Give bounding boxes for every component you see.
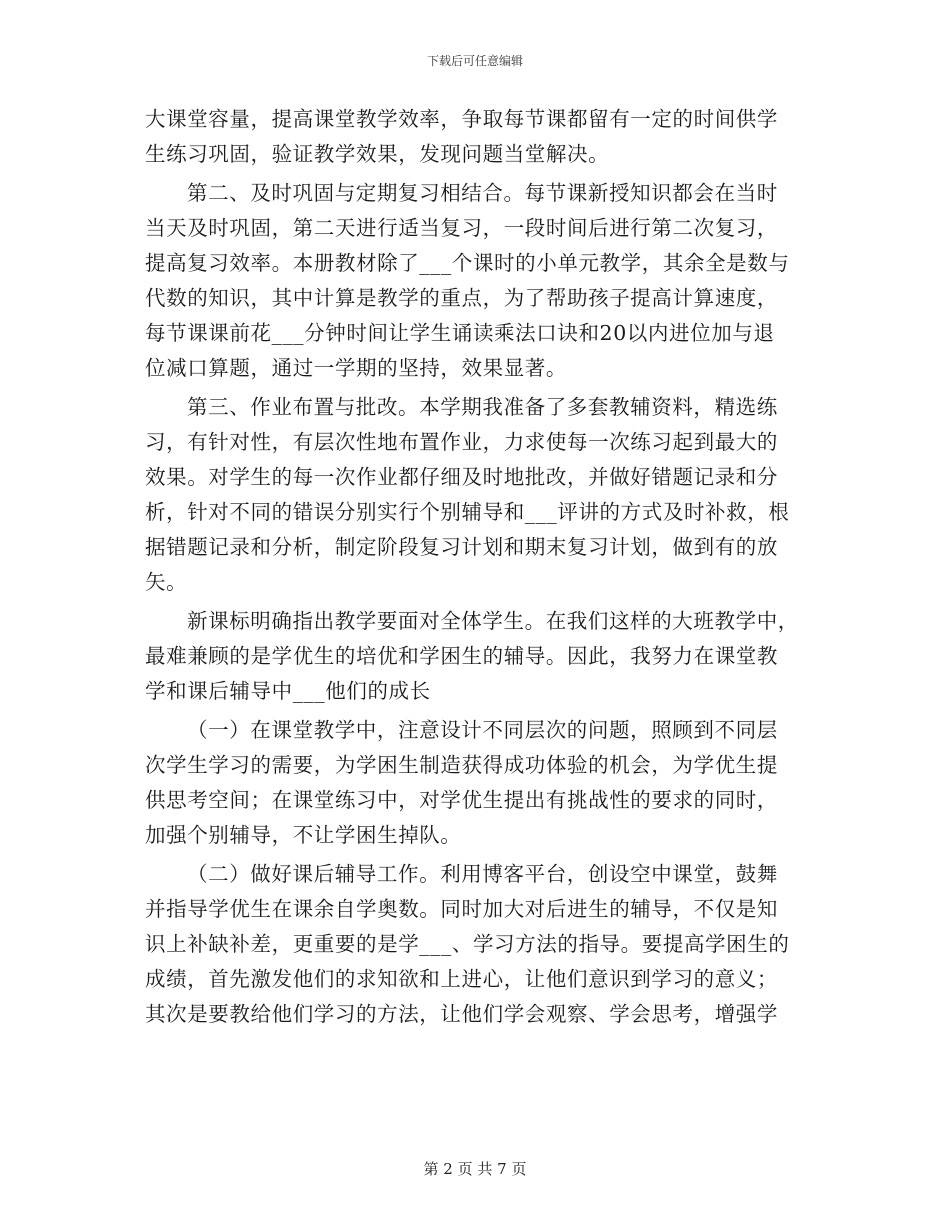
text-line: 据错题记录和分析，制定阶段复习计划和期末复习计划，做到有的放	[145, 535, 778, 559]
paragraph-1	[145, 102, 810, 172]
text-line: 矢。	[145, 570, 188, 594]
text-line: 新课标明确指出教学要面对全体学生。在我们这样的大班教学中，	[187, 609, 799, 633]
text-line: 识上补缺补差，更重要的是学___、学习方法的指导。要提高学困生的	[145, 932, 790, 956]
text-line: 供思考空间；在课堂练习中，对学优生提出有挑战性的要求的同时，	[145, 788, 778, 812]
text-line: 提高复习效率。本册教材除了___个课时的小单元教学，其余全是数与	[145, 251, 790, 275]
page-footer: 第 2 页 共 7 页	[423, 1160, 527, 1178]
paragraph-5	[145, 713, 810, 853]
paragraph-3	[145, 390, 810, 600]
text-line: 次学生学习的需要，为学困生制造获得成功体验的机会，为学优生提	[145, 753, 778, 777]
page-header: 下载后可任意编辑	[426, 54, 523, 68]
document-body	[145, 102, 810, 1032]
text-line: 位减口算题，通过一学期的坚持，效果显著。	[145, 356, 567, 380]
text-line: 加强个别辅导，不让学困生掉队。	[145, 823, 462, 847]
text-line: 第三、作业布置与批改。本学期我准备了多套教辅资料，精选练	[187, 395, 778, 419]
text-line: （二）做好课后辅导工作。利用博客平台，创设空中课堂，鼓舞	[187, 862, 778, 886]
text-line: 成绩，首先激发他们的求知欲和上进心，让他们意识到学习的意义；	[145, 967, 778, 991]
paragraph-4	[145, 604, 810, 709]
text-line: 当天及时巩固，第二天进行适当复习，一段时间后进行第二次复习，	[145, 216, 778, 240]
text-line: 每节课课前花___分钟时间让学生诵读乘法口诀和20以内进位加与退	[145, 321, 775, 345]
text-line: 生练习巩固，验证教学效果，发现问题当堂解决。	[145, 142, 610, 166]
text-line: 习，有针对性，有层次性地布置作业，力求使每一次练习起到最大的	[145, 430, 778, 454]
text-line: 效果。对学生的每一次作业都仔细及时地批改，并做好错题记录和分	[145, 465, 778, 489]
text-line: 析，针对不同的错误分别实行个别辅导和___评讲的方式及时补救，根	[145, 500, 790, 524]
text-line: （一）在课堂教学中，注意设计不同层次的问题，照顾到不同层	[187, 718, 778, 742]
text-line: 并指导学优生在课余自学奥数。同时加大对后进生的辅导，不仅是知	[145, 897, 778, 921]
text-line: 代数的知识，其中计算是教学的重点，为了帮助孩子提高计算速度，	[145, 286, 778, 310]
text-line: 大课堂容量，提高课堂教学效率，争取每节课都留有一定的时间供学	[145, 107, 778, 131]
paragraph-2	[145, 176, 810, 386]
paragraph-6	[145, 857, 810, 1032]
text-line: 最难兼顾的是学优生的培优和学困生的辅导。因此，我努力在课堂教	[145, 644, 778, 668]
text-line: 学和课后辅导中___他们的成长	[145, 679, 431, 703]
text-line: 第二、及时巩固与定期复习相结合。每节课新授知识都会在当时	[187, 181, 778, 205]
text-line: 其次是要教给他们学习的方法，让他们学会观察、学会思考，增强学	[145, 1002, 778, 1026]
